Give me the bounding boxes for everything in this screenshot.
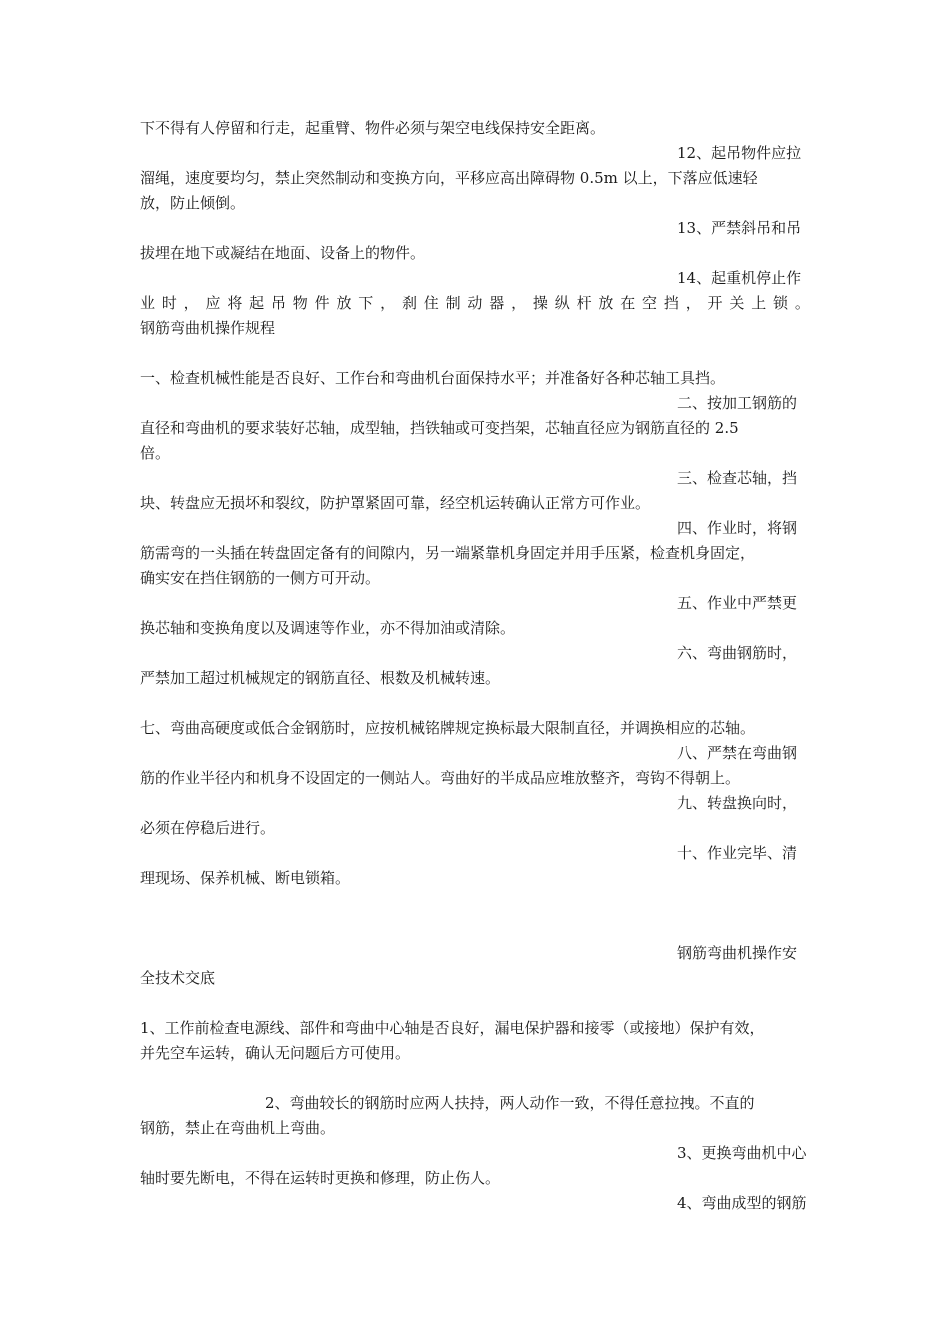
text-line: 二、按加工钢筋的 (677, 394, 798, 412)
glyph: 放 (336, 294, 352, 312)
text-line: 1、工作前检查电源线、部件和弯曲中心轴是否良好，漏电保护器和接零（或接地）保护有效， (140, 1019, 765, 1037)
glyph: 时 (161, 294, 177, 312)
text-line: 块、转盘应无损坏和裂纹，防护罩紧固可靠，经空机运转确认正常方可作业。 (140, 494, 651, 512)
glyph: 物 (292, 294, 308, 312)
glyph: 应 (205, 294, 221, 312)
text-line: 九、转盘换向时， (677, 794, 798, 812)
glyph: 业 (140, 294, 156, 312)
text-line: 放，防止倾倒。 (140, 194, 246, 212)
section-heading: 全技术交底 (140, 969, 216, 987)
text-line: 四、作业时，将钢 (677, 519, 798, 537)
glyph: 空 (642, 294, 658, 312)
glyph: 锁 (773, 294, 789, 312)
text-line: 一、检查机械性能是否良好、工作台和弯曲机台面保持水平；并准备好各种芯轴工具挡。 (140, 369, 726, 387)
text-line: 3、更换弯曲机中心 (677, 1144, 807, 1162)
glyph: 纵 (554, 294, 570, 312)
glyph: ， (685, 294, 701, 312)
text-line: 轴时要先断电，不得在运转时更换和修理，防止伤人。 (140, 1169, 501, 1187)
text-line: 理现场、保养机械、断电锁箱。 (140, 869, 351, 887)
glyph: 杆 (576, 294, 592, 312)
text-line: 直径和弯曲机的要求装好芯轴，成型轴，挡铁轴或可变挡架，芯轴直径应为钢筋直径的 2.5 (140, 419, 739, 437)
glyph: 上 (751, 294, 767, 312)
text-line: 三、检查芯轴，挡 (677, 469, 798, 487)
text-line-justified (140, 293, 810, 313)
text-line: 13、严禁斜吊和吊 (677, 219, 802, 237)
glyph: 挡 (663, 294, 679, 312)
text-line: 并先空车运转，确认无问题后方可使用。 (140, 1044, 411, 1062)
text-line: 十、作业完毕、清 (677, 844, 798, 862)
glyph: 器 (489, 294, 505, 312)
glyph: 放 (598, 294, 614, 312)
text-line: 2、弯曲较长的钢筋时应两人扶持，两人动作一致，不得任意拉拽。不直的 (265, 1094, 755, 1112)
glyph: 件 (314, 294, 330, 312)
text-line: 12、起吊物件应拉 (677, 144, 802, 162)
glyph: 关 (729, 294, 745, 312)
text-line: 筋需弯的一头插在转盘固定备有的间隙内，另一端紧靠机身固定并用手压紧，检查机身固定， (140, 544, 756, 562)
text-line: 确实安在挡住钢筋的一侧方可开动。 (140, 569, 381, 587)
text-line: 钢筋，禁止在弯曲机上弯曲。 (140, 1119, 336, 1137)
text-line: 七、弯曲高硬度或低合金钢筋时，应按机械铭牌规定换标最大限制直径，并调换相应的芯轴。 (140, 719, 756, 737)
text-line: 五、作业中严禁更 (677, 594, 798, 612)
section-heading: 钢筋弯曲机操作安 (677, 944, 798, 962)
glyph: ， (183, 294, 199, 312)
text-line: 六、弯曲钢筋时， (677, 644, 798, 662)
glyph: 下 (358, 294, 374, 312)
glyph: ， (511, 294, 527, 312)
text-line: 拔埋在地下或凝结在地面、设备上的物件。 (140, 244, 426, 262)
glyph: 操 (532, 294, 548, 312)
glyph: 制 (445, 294, 461, 312)
text-line: 溜绳，速度要均匀，禁止突然制动和变换方向，平移应高出障碍物 0.5m 以上，下落应低速轻 (140, 169, 758, 187)
text-line: 换芯轴和变换角度以及调速等作业，亦不得加油或清除。 (140, 619, 516, 637)
glyph: 起 (249, 294, 265, 312)
glyph: 。 (794, 294, 810, 312)
text-line: 下不得有人停留和行走，起重臂、物件必须与架空电线保持安全距离。 (140, 119, 606, 137)
glyph: ， (380, 294, 396, 312)
text-line: 必须在停稳后进行。 (140, 819, 276, 837)
glyph: 住 (423, 294, 439, 312)
glyph: 动 (467, 294, 483, 312)
text-line: 4、弯曲成型的钢筋 (677, 1194, 807, 1212)
glyph: 开 (707, 294, 723, 312)
glyph: 吊 (270, 294, 286, 312)
glyph: 将 (227, 294, 243, 312)
section-heading: 钢筋弯曲机操作规程 (140, 319, 276, 337)
text-line: 筋的作业半径内和机身不设固定的一侧站人。弯曲好的半成品应堆放整齐，弯钩不得朝上。 (140, 769, 741, 787)
text-line: 14、起重机停止作 (677, 269, 802, 287)
text-line: 八、严禁在弯曲钢 (677, 744, 798, 762)
text-line: 倍。 (140, 444, 171, 462)
glyph: 刹 (401, 294, 417, 312)
glyph: 在 (620, 294, 636, 312)
text-line: 严禁加工超过机械规定的钢筋直径、根数及机械转速。 (140, 669, 501, 687)
